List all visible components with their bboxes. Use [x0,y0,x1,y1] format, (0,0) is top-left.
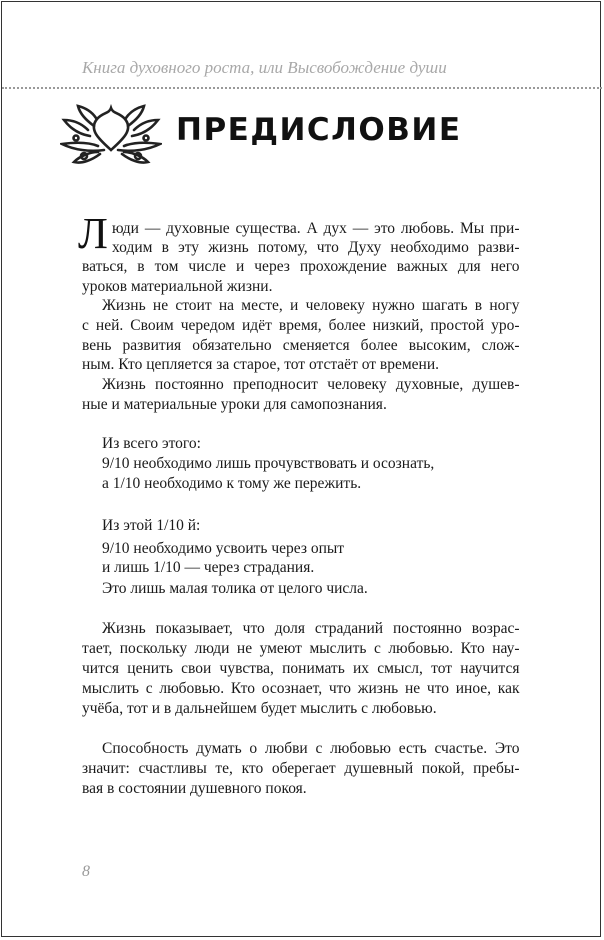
text-line: Жизнь не стоит на месте, и человеку нужно шагать в ногу [102,297,520,314]
text-line: тает, поскольку люди не умеют мыслить с любовью. Кто нау- [82,640,520,657]
running-head: Книга духовного роста, или Высвобождение души [82,58,447,77]
text-line: значит: счастливы те, кто оберегает душевный покой, пребы- [82,760,520,777]
text-line: Из этой 1/10 й: [102,517,201,534]
text-line: чится ценить свои чувства, понимать их смысл, тот научится [82,660,520,677]
drop-cap: Л [78,209,108,258]
text-line: Жизнь показывает, что доля страданий постоянно возрас- [102,620,520,637]
text-line: вень развития обязательно сменяется более высоким, слож- [82,337,520,354]
text-line: юди — духовные существа. А дух — это любовь. Мы при- [112,220,520,237]
text-line: а 1/10 необходимо к тому же пережить. [102,475,362,492]
text-line: и лишь 1/10 — через страдания. [102,559,315,576]
text-line: 9/10 необходимо лишь прочувствовать и осознать, [102,455,435,472]
page-number: 8 [82,863,90,880]
text-line: 9/10 необходимо усвоить через опыт [102,540,345,557]
text-line: Из всего этого: [102,435,201,452]
text-line: Это лишь малая толика от целого числа. [102,580,368,597]
lotus-icon [60,104,162,166]
text-line: с ней. Своим чередом идёт время, более низкий, простой уро- [82,317,520,334]
text-line: ходим в эту жизнь потому, что Духу необходимо разви- [112,239,520,256]
text-line: вая в состоянии душевного покоя. [82,780,307,797]
text-line: Жизнь постоянно преподносит человеку духовные, душев- [102,376,520,393]
dotted-divider [2,87,602,89]
text-line: уроков материальной жизни. [82,278,273,295]
text-line: ваться, в том числе и через прохождение важных для него [82,258,520,275]
text-line: мыслить с любовью. Кто осознает, что жизнь не что иное, как [82,680,520,697]
text-line: ные и материальные уроки для самопознания. [82,396,387,413]
text-line: Способность думать о любви с любовью есть счастье. Это [102,740,520,757]
text-line: учёба, тот и в дальнейшем будет мыслить с любовью. [82,700,437,717]
text-line: ным. Кто цепляется за старое, тот отстаёт от времени. [82,356,440,373]
chapter-title: ПРЕДИСЛОВИЕ [176,112,462,148]
